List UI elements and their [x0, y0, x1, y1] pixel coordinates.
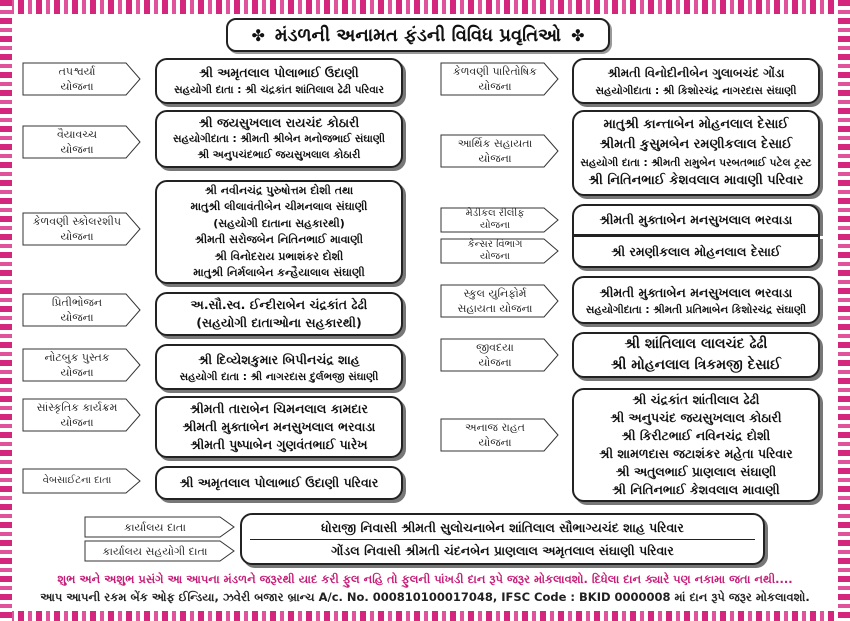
left-scheme-label-0-text: તપશ્વર્યા યોજના: [58, 65, 96, 93]
title-ornament-left-icon: ✤: [251, 25, 265, 45]
right-scheme-label-2: [440, 207, 560, 233]
office-donor-1: ધોરાજી નિવાસી શ્રીમતી સુલોચનાબેન શાંતિલાલ સૌભાગ્યચંદ શાહ પરિવાર: [321, 519, 684, 535]
left-donor-5-line-1: શ્રીમતી મુક્તાબેન મનસુખલાલ ભરવાડા: [182, 419, 376, 434]
right-donor-box-2: [572, 204, 820, 236]
left-scheme-label-2-text: કેળવણી સ્કોલરશીપ યોજના: [32, 215, 122, 243]
right-donor-6-line-4: શ્રી અતુલભાઈ પ્રાણલાલ સંઘાણી: [615, 464, 777, 479]
left-donor-5-line-0: શ્રીમતી તારાબેન ચિમનલાલ કામદાર: [190, 401, 368, 416]
right-donor-4-line-1: સહયોગીદાતા : શ્રીમતી પ્રતિમાબેન કિશોરચંદ્ર સંઘાણી: [585, 303, 807, 316]
right-donor-box-0: [572, 58, 820, 104]
left-donor-2-line-4: શ્રી વિનોદરાય પ્રભાશંકર દોશી: [214, 249, 344, 263]
right-donor-0-line-1: સહયોગીદાતા : શ્રી કિશોરચંદ્ર નાગરદાસ સંઘાણી: [595, 84, 797, 97]
right-donor-6-line-2: શ્રી કિરીટભાઈ નવિનચંદ્ર દોશી: [621, 428, 771, 443]
left-donor-4-line-1: સહયોગી દાતા : શ્રી નાગરદાસ દુર્લભજી સંઘાણી: [179, 370, 379, 383]
left-donor-box-6: [155, 466, 403, 500]
left-donor-box-2: [155, 180, 403, 284]
left-scheme-label-4: [22, 348, 142, 382]
left-scheme-label-6: [22, 468, 142, 494]
right-donor-6-line-0: શ્રી ચંદ્રકાંત શાંતીલાલ ઢેઢી: [632, 392, 760, 407]
right-donor-box-6: [572, 388, 820, 502]
right-donor-6-line-3: શ્રી શામળદાસ જટાશંકર મહેતા પરિવાર: [599, 446, 793, 461]
decorative-border-left: [0, 0, 12, 621]
left-donor-1-line-0: શ્રી જયસુખલાલ રાયચંદ કોઠારી: [198, 115, 360, 130]
left-scheme-label-5-text: સાંસ્કૃતિક કાર્યક્રમ યોજના: [36, 401, 118, 429]
left-donor-1-line-1: સહયોગીદાતા : શ્રીમતી શ્રીબેન મનોજભાઈ સંઘાણી: [172, 133, 386, 145]
right-donor-4-line-0: શ્રીમતી મુક્તાબેન મનસુખલાલ ભરવાડા: [599, 284, 793, 300]
left-donor-5-line-2: શ્રીમતી પુષ્પાબેન ગુણવંતભાઈ પારેખ: [190, 437, 368, 452]
left-donor-2-line-2: (સહયોગી દાતાના સહકારથી): [213, 216, 345, 230]
left-donor-box-0: [155, 58, 403, 104]
decorative-border-top: [0, 0, 850, 14]
right-scheme-label-5-text: જીવદયા યોજના: [476, 341, 514, 369]
office-scheme-label-2: [84, 540, 236, 562]
right-donor-1-line-0: માતુશ્રી કાન્તાબેન મોહનલાલ દેસાઈ: [603, 117, 789, 132]
left-scheme-label-1-text: વૈયાવચ્ચ યોજના: [56, 128, 98, 156]
right-donor-3-line-0: શ્રી રમણીકલાલ મોહનલાલ દેસાઈ: [611, 243, 781, 259]
left-scheme-label-5: [22, 398, 142, 432]
office-donor-2: ગોંડલ નિવાસી શ્રીમતી ચંદનબેન પ્રાણલાલ અમૃતલાલ સંઘાણી પરિવાર: [250, 539, 755, 560]
office-scheme-label-1-text: કાર્યાલય દાતા: [124, 520, 186, 534]
office-scheme-label-2-text: કાર્યાલય સહયોગી દાતા: [102, 544, 208, 558]
page-title: [226, 18, 610, 52]
title-ornament-right-icon: ✤: [571, 25, 585, 45]
left-scheme-label-1: [22, 125, 142, 159]
right-donor-6-line-1: શ્રી અનુપચંદ જયસુખલાલ કોઠારી: [610, 410, 782, 425]
footer-bank-details: આપ આપની રકમ બેંક ઓફ ઈન્ડિયા, ઝવેરી બજાર બ્રાન્ચ A/c. No. 000810100017048, IFSC Code : BKID 0000008 માં દાન રૂપે જરૂર મોકલાવશો.: [40, 590, 810, 604]
right-donor-6-line-5: શ્રી નિતિનભાઈ કેશવલાલ માવાણી: [612, 482, 780, 497]
left-donor-2-line-1: માતુશ્રી લીલાવંતીબેન ચીમનલાલ સંઘાણી: [190, 200, 368, 213]
right-scheme-label-4-text: સ્કુલ યુનિફોર્મ સહાયતા યોજના: [457, 287, 533, 315]
right-donor-1-line-3: શ્રી નિતિનભાઈ કેશવલાલ માવાણી પરિવાર: [588, 173, 804, 188]
right-donor-0-line-0: શ્રીમતી વિનોદીનીબેન ગુલાબચંદ ગોંડા: [607, 65, 785, 80]
left-donor-3-line-1: (સહયોગી દાતાઓના સહકારથી): [196, 315, 362, 330]
right-scheme-label-0: [440, 62, 560, 96]
right-scheme-label-3-text: કેન્સર વિભાગ યોજના: [467, 239, 523, 262]
right-donor-5-line-1: શ્રી મોહનલાલ ત્રિકમજી દેસાઈ: [611, 357, 781, 373]
left-scheme-label-3: [22, 293, 142, 327]
right-scheme-label-0-text: કેળવણી પારિતોષિક યોજના: [453, 65, 537, 93]
right-donor-5-line-0: શ્રી શાંતિલાલ લાલચંદ ઢેઢી: [624, 336, 768, 352]
left-scheme-label-2: [22, 212, 142, 246]
right-scheme-label-6-text: અનાજ રાહત યોજના: [465, 421, 525, 449]
decorative-border-bottom: [0, 611, 850, 621]
right-donor-box-3: [572, 236, 820, 268]
left-donor-box-4: [155, 344, 403, 390]
left-donor-2-line-0: શ્રી નવીનચંદ્ર પુરુષોત્તમ દોશી તથા: [204, 183, 354, 197]
right-scheme-label-4: [440, 284, 560, 318]
left-donor-box-3: [155, 292, 403, 336]
left-donor-box-5: [155, 396, 403, 458]
right-donor-1-line-2: સહયોગી દાતા : શ્રીમતી રામુબેન પરબતભાઈ પટેલ ટ્રસ્ટ: [580, 157, 812, 169]
footer-appeal: શુભ અને અશુભ પ્રસંગે આ આપના મંડળને જરૂરથી યાદ કરી ફુલ નહિ તો ફુલની પાંખડી દાન રૂપે જરૂર મોકલાવશો. દિધેલા દાન ક્યારે પણ નકામા જતા નથી....: [57, 572, 793, 586]
left-donor-box-1: [155, 110, 403, 168]
left-donor-0-line-0: શ્રી અમૃતલાલ પોલાભાઈ ઉદાણી: [199, 65, 359, 80]
left-donor-0-line-1: સહયોગી દાતા : શ્રી ચંદ્રકાંત શાંતિલાલ ઢેઢી પરિવાર: [174, 84, 384, 96]
right-scheme-label-5: [440, 338, 560, 372]
right-scheme-label-2-text: મેડીકલ રીલીફ યોજના: [465, 208, 525, 231]
right-donor-box-5: [572, 332, 820, 378]
office-donor-box: [240, 513, 765, 565]
left-donor-1-line-2: શ્રી અનુપચંદભાઈ જયસુખલાલ કોઠારી: [197, 149, 361, 161]
office-scheme-label-1: [84, 516, 236, 538]
right-donor-box-1: [572, 110, 820, 196]
right-scheme-label-1: [440, 134, 560, 168]
right-donor-1-line-1: શ્રીમતી કુસુમબેન રમણીકલાલ દેસાઈ: [599, 137, 793, 152]
left-donor-2-line-3: શ્રીમતી સરોજબેન નિતિનભાઈ માવાણી: [195, 233, 363, 246]
title-text: મંડળની અનામત ફંડની વિવિધ પ્રવૃતિઓ: [274, 24, 562, 46]
left-scheme-label-6-text: વેબસાઈટના દાતા: [42, 475, 112, 486]
right-scheme-label-3: [440, 238, 560, 264]
right-donor-box-4: [572, 276, 820, 324]
right-donor-2-line-0: શ્રીમતી મુક્તાબેન મનસુખલાલ ભરવાડા: [599, 212, 793, 227]
right-scheme-label-1-text: આર્થિક સહાયતા યોજના: [457, 137, 533, 165]
left-scheme-label-4-text: નોટબુક પુસ્તક યોજના: [44, 351, 110, 379]
left-scheme-label-0: [22, 62, 142, 96]
left-donor-6-line-0: શ્રી અમૃતલાલ પોલાભાઈ ઉદાણી પરિવાર: [179, 475, 379, 490]
left-donor-4-line-0: શ્રી દિવ્યેશકુમાર બિપીનચંદ્ર શાહ: [198, 351, 360, 367]
decorative-border-right: [838, 0, 850, 621]
left-donor-2-line-5: માતુશ્રી નિર્મલાબેન કન્હૈયાલાલ સંઘાણી: [193, 266, 365, 279]
right-scheme-label-6: [440, 418, 560, 452]
left-donor-3-line-0: અ.સૌ.સ્વ. ઈન્દીરાબેન ચંદ્રકાંત ઢેઢી: [190, 297, 368, 312]
left-scheme-label-3-text: પ્રિતીભોજન યોજના: [51, 296, 103, 324]
